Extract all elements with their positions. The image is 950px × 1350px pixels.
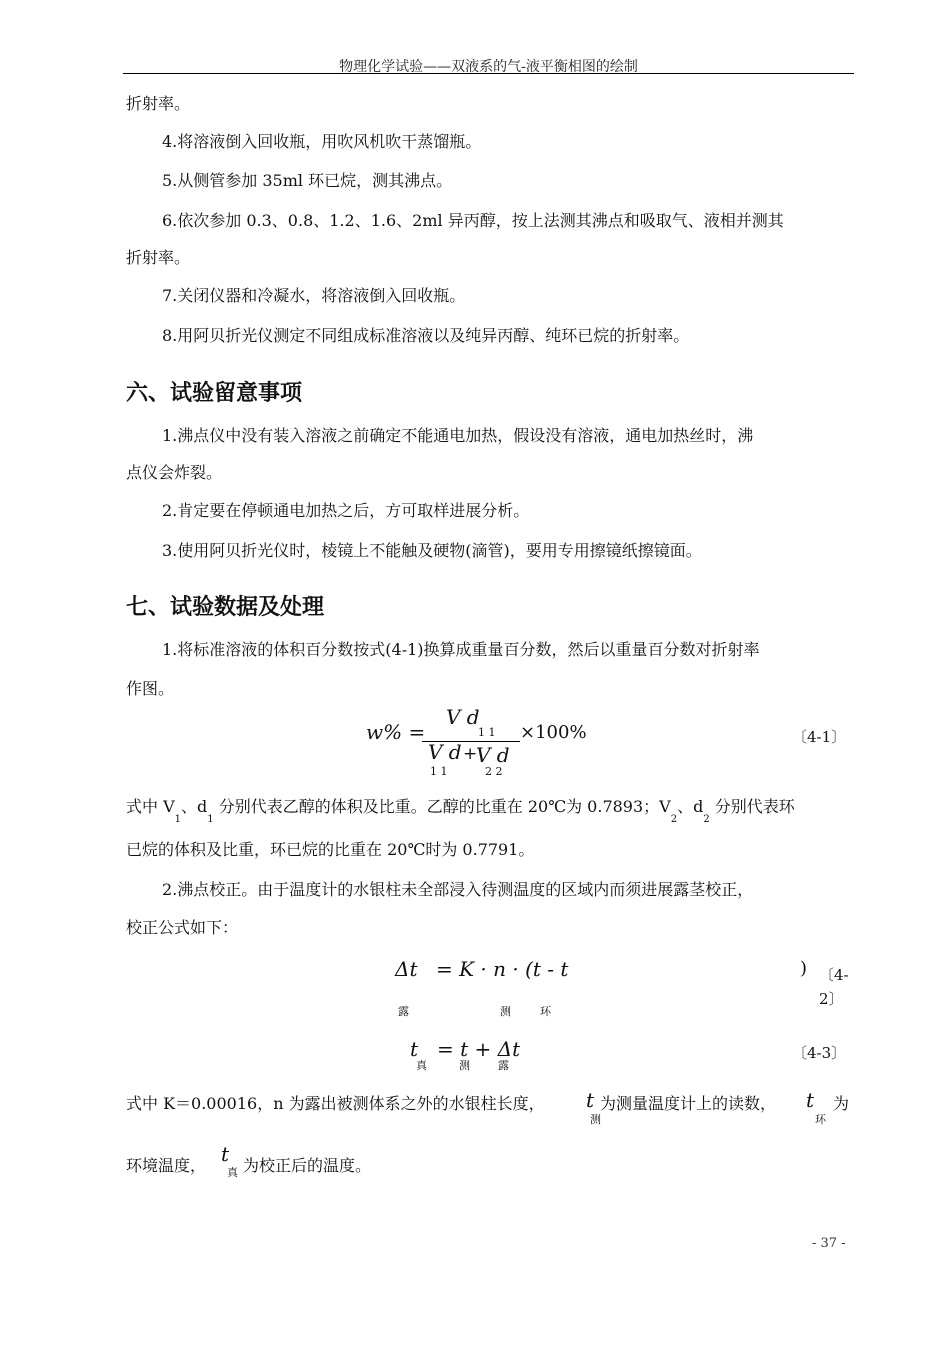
definition-para-cont: 环境温度， — [126, 1156, 207, 1175]
step-6-cont: 折射率。 — [126, 248, 191, 267]
step-5: 5.从侧管参加 35ml 环已烷，测其沸点。 — [162, 171, 453, 190]
eq3-t: t — [410, 1037, 419, 1061]
eq3-sub-ce: 测 — [459, 1059, 470, 1072]
section-6-heading: 六、试验留意事项 — [126, 381, 303, 406]
def-sub-v2: 2 — [670, 814, 678, 825]
def-t-huan: t — [806, 1088, 815, 1112]
eq2-sub-lu: 露 — [398, 1005, 409, 1018]
header-rule — [123, 73, 854, 74]
definition-para-end: 为校正后的温度。 — [243, 1156, 372, 1175]
def-t-huan-sub: 环 — [815, 1113, 826, 1126]
def-text-b: 、d — [181, 797, 208, 816]
data-para-1-cont: 作图。 — [126, 679, 175, 698]
eq2-number-a: 〔4- — [819, 966, 849, 984]
eq1-plus: + — [463, 744, 478, 764]
data-para-1: 1.将标准溶液的体积百分数按式(4-1)换算成重量百分数，然后以重量百分数对折射率 — [162, 640, 760, 659]
eq1-denominator-a-sub: 1 1 — [430, 765, 448, 778]
def-sub-d2: 2 — [703, 814, 710, 825]
eq1-denominator-b: V d — [476, 743, 510, 767]
def-sub-d1: 1 — [207, 814, 214, 825]
eq2-number-b: 2〕 — [819, 990, 844, 1008]
eq1-denominator-b-sub: 2 2 — [485, 765, 503, 778]
def-t-zhen: t — [221, 1142, 230, 1166]
eq1-denominator-a: V d — [428, 740, 462, 764]
def-t-ce: t — [586, 1088, 595, 1112]
note-3: 3.使用阿贝折光仪时，棱镜上不能触及硬物(滴管)，要用专用擦镜纸擦镜面。 — [162, 541, 702, 560]
step-7: 7.关闭仪器和冷凝水，将溶液倒入回收瓶。 — [162, 286, 466, 305]
def-text-d: 、d — [677, 797, 704, 816]
eq2-close-paren: ) — [800, 958, 808, 979]
step-4: 4.将溶液倒入回收瓶，用吹风机吹干蒸馏瓶。 — [162, 132, 482, 151]
definition-para-b: 为测量温度计上的读数， — [600, 1094, 777, 1113]
eq2-sub-huan: 环 — [540, 1005, 551, 1018]
def-t-ce-sub: 测 — [590, 1113, 601, 1126]
page-number: - 37 - — [812, 1236, 846, 1251]
paragraph-continuation: 折射率。 — [126, 94, 191, 113]
eq1-numerator-sub: 1 1 — [478, 726, 496, 739]
eq1-number: 〔4-1〕 — [792, 728, 847, 746]
def-text-e: 分别代表环 — [709, 797, 795, 816]
eq1-numerator: V d — [446, 705, 480, 729]
def-text-a: 式中 V — [126, 797, 175, 816]
def-sub-v1: 1 — [174, 814, 182, 825]
eq1-times: ×100% — [520, 722, 587, 743]
note-1-cont: 点仪会炸裂。 — [126, 463, 223, 482]
step-6: 6.依次参加 0.3、0.8、1.2、1.6、2ml 异丙醇，按上法测其沸点和吸取气、液相并测其 — [162, 211, 784, 230]
data-para-2: 2.沸点校正。由于温度计的水银柱未全部浸入待测温度的区域内而须进展露茎校正， — [162, 880, 754, 899]
data-para-2-cont: 校正公式如下： — [126, 918, 239, 937]
step-8: 8.用阿贝折光仪测定不同组成标准溶液以及纯异丙醇、纯环已烷的折射率。 — [162, 326, 690, 345]
eq1-lhs: w% = — [366, 720, 426, 744]
def-t-zhen-sub: 真 — [227, 1166, 238, 1179]
section-7-heading: 七、试验数据及处理 — [126, 595, 325, 620]
def-text-c: 分别代表乙醇的体积及比重。乙醇的比重在 20℃为 0.7893；V — [213, 797, 671, 816]
note-2: 2.肯定要在停顿通电加热之后，方可取样进展分析。 — [162, 501, 530, 520]
definition-para-c: 为 — [833, 1094, 850, 1113]
eq3-sub-zhen: 真 — [416, 1059, 427, 1072]
definition-para-a: 式中 K＝0.00016，n 为露出被测体系之外的水银柱长度， — [126, 1094, 545, 1113]
eq3-number: 〔4-3〕 — [792, 1044, 847, 1062]
variable-definition-cont: 已烷的体积及比重，环已烷的比重在 20℃时为 0.7791。 — [126, 840, 535, 859]
eq3-sub-lu: 露 — [498, 1059, 509, 1072]
eq2-sub-ce: 测 — [500, 1005, 511, 1018]
eq2-rhs: = K · n · (t - t — [436, 957, 569, 981]
running-header: 物理化学试验——双液系的气-液平衡相图的绘制 — [339, 59, 638, 75]
eq3-rhs: = t + Δt — [437, 1037, 521, 1061]
eq2-delta-t: Δt — [395, 957, 418, 981]
variable-definition-line — [126, 797, 795, 825]
note-1: 1.沸点仪中没有装入溶液之前确定不能通电加热，假设没有溶液，通电加热丝时，沸 — [162, 426, 754, 445]
